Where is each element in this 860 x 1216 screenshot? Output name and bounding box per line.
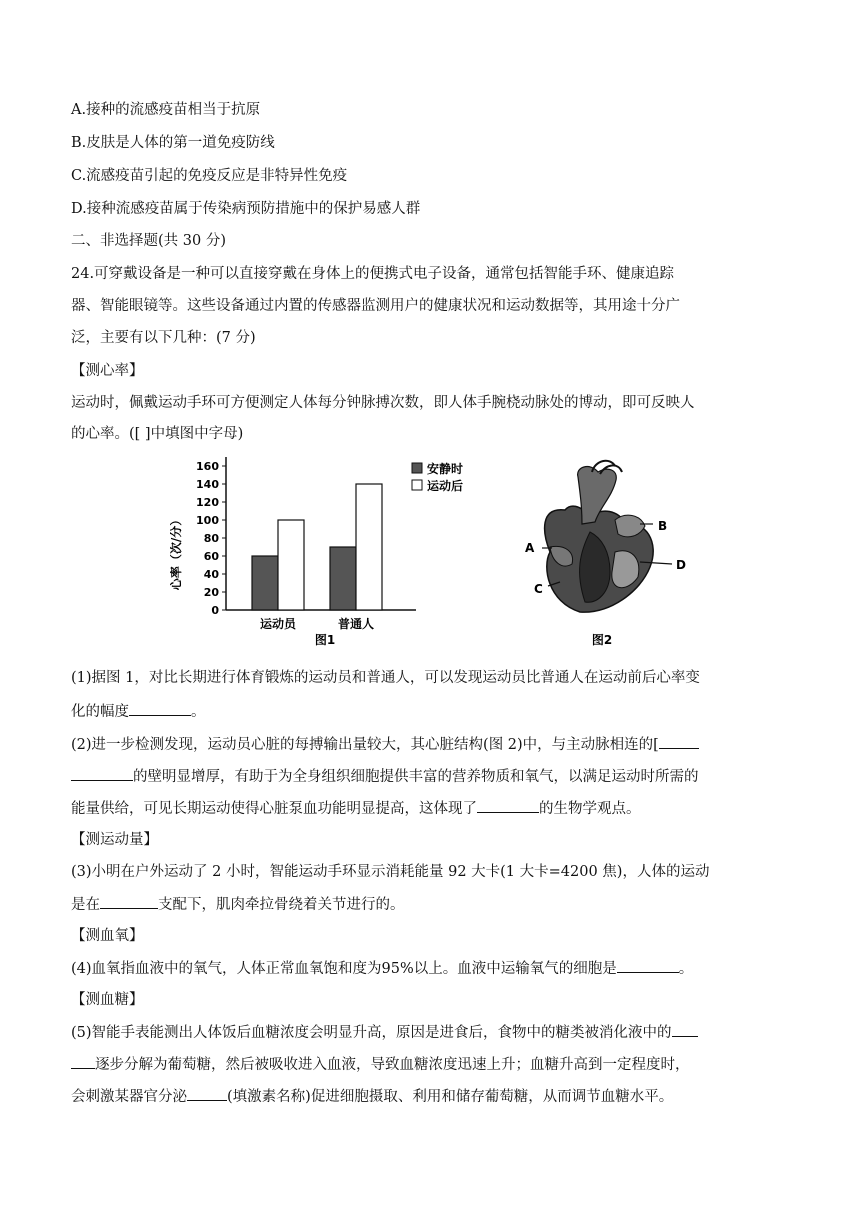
heading-exercise: 【测运动量】 bbox=[71, 832, 158, 848]
q5-text-b: 逐步分解为葡萄糖，然后被吸收进入血液，导致血糖浓度迅速上升；血糖升高到一定程度时， bbox=[95, 1057, 690, 1073]
x-category-label: 运动员 bbox=[259, 617, 297, 631]
option-d: D.接种流感疫苗属于传染病预防措施中的保护易感人群 bbox=[71, 201, 421, 217]
heading-heart-rate: 【测心率】 bbox=[71, 363, 144, 379]
legend bbox=[412, 461, 463, 493]
option-b: B.皮肤是人体的第一道免疫防线 bbox=[71, 135, 275, 151]
q4-text-pre: (4)血氧指血液中的氧气，人体正常血氧饱和度为95%以上。血液中运输氧气的细胞是 bbox=[71, 961, 617, 977]
answer-blank-4[interactable] bbox=[617, 958, 679, 973]
legend-label-rest: 安静时 bbox=[427, 462, 464, 476]
answer-blank-1[interactable] bbox=[129, 701, 191, 716]
heart-label-c: C bbox=[534, 582, 543, 596]
heart-text-line-2: 的心率。([ ]中填图中字母) bbox=[71, 426, 244, 442]
figure1-caption: 图1 bbox=[314, 633, 336, 647]
question-2-line-2 bbox=[71, 766, 699, 787]
q5-text-a: (5)智能手表能测出人体饭后血糖浓度会明显升高，原因是进食后，食物中的糖类被消化液中的 bbox=[71, 1025, 672, 1041]
option-a: A.接种的流感疫苗相当于抗原 bbox=[71, 102, 261, 118]
y-tick-label: 60 bbox=[203, 550, 219, 563]
question-5-line-2 bbox=[71, 1054, 690, 1075]
q5-text-c-post: (填激素名称)促进细胞摄取、利用和储存葡萄糖，从而调节血糖水平。 bbox=[227, 1089, 674, 1105]
q2-text-c-post: 的生物学观点。 bbox=[539, 801, 641, 817]
bar-exercise-0 bbox=[278, 520, 304, 610]
answer-blank-3[interactable] bbox=[100, 894, 158, 909]
legend-swatch-exercise bbox=[412, 480, 422, 490]
answer-blank-5b[interactable] bbox=[187, 1086, 227, 1101]
answer-blank-2b[interactable] bbox=[477, 798, 539, 813]
q2-text-c-pre: 能量供给，可见长期运动使得心脏泵血功能明显提高，这体现了 bbox=[71, 801, 477, 817]
answer-blank-5a-cont[interactable] bbox=[71, 1054, 95, 1069]
question-5-line-1 bbox=[71, 1022, 698, 1043]
y-tick-label: 20 bbox=[203, 586, 219, 599]
y-tick-label: 120 bbox=[196, 496, 219, 509]
x-category-label: 普通人 bbox=[337, 617, 375, 631]
q4-text-post: 。 bbox=[678, 961, 694, 977]
heart-label-d: D bbox=[676, 558, 686, 572]
heart-label-a: A bbox=[525, 541, 535, 555]
bar-chart bbox=[170, 457, 463, 647]
option-c: C.流感疫苗引起的免疫反应是非特异性免疫 bbox=[71, 168, 348, 184]
q24-intro-line-1: 24.可穿戴设备是一种可以直接穿戴在身体上的便携式电子设备，通常包括智能手环、健康追踪 bbox=[71, 266, 675, 282]
question-3-line-1: (3)小明在户外运动了 2 小时，智能运动手环显示消耗能量 92 大卡(1 大卡=4200 焦)，人体的运动 bbox=[71, 864, 710, 880]
y-tick-label: 100 bbox=[196, 514, 219, 527]
q2-text-mid: 的壁明显增厚，有助于为全身组织细胞提供丰富的营养物质和氧气，以满足运动时所需的 bbox=[133, 769, 699, 785]
bar-rest-1 bbox=[330, 547, 356, 610]
q24-intro-line-3: 泛，主要有以下几种：(7 分) bbox=[71, 330, 256, 346]
question-1-line-1: (1)据图 1，对比长期进行体育锻炼的运动员和普通人，可以发现运动员比普通人在运动前后心率变 bbox=[71, 670, 700, 686]
question-2-line-1 bbox=[71, 734, 699, 755]
y-tick-label: 140 bbox=[196, 478, 219, 491]
q1-text-post: 。 bbox=[191, 704, 206, 720]
answer-blank-2a-cont[interactable] bbox=[71, 766, 133, 781]
heart-illustration bbox=[525, 461, 686, 647]
y-tick-label: 160 bbox=[196, 460, 219, 473]
figure-svg bbox=[170, 452, 730, 648]
q1-text-pre: 化的幅度 bbox=[71, 704, 129, 720]
q24-intro-line-2: 器、智能眼镜等。这些设备通过内置的传感器监测用户的健康状况和运动数据等，其用途十分广 bbox=[71, 298, 680, 314]
heart-text-line-1: 运动时，佩戴运动手环可方便测定人体每分钟脉搏次数，即人体手腕桡动脉处的博动，即可反映人 bbox=[71, 395, 695, 411]
q5-text-c-pre: 会刺激某器官分泌 bbox=[71, 1089, 187, 1105]
y-tick-label: 0 bbox=[211, 604, 219, 617]
figures bbox=[170, 452, 730, 652]
question-4 bbox=[71, 958, 693, 979]
q3-text-post: 支配下，肌肉牵拉骨绕着关节进行的。 bbox=[158, 897, 405, 913]
question-3-line-2 bbox=[71, 894, 405, 915]
y-axis-label: 心率（次/分） bbox=[170, 513, 183, 591]
heart-label-b: B bbox=[658, 519, 668, 533]
heading-blood-sugar: 【测血糖】 bbox=[71, 992, 144, 1008]
legend-swatch-rest bbox=[412, 463, 422, 473]
bar-exercise-1 bbox=[356, 484, 382, 610]
question-2-line-3 bbox=[71, 798, 641, 819]
answer-blank-2a[interactable] bbox=[659, 734, 699, 749]
q3-text-pre: 是在 bbox=[71, 897, 100, 913]
question-5-line-3 bbox=[71, 1086, 673, 1107]
q2-text-pre: (2)进一步检测发现，运动员心脏的每搏输出量较大，其心脏结构(图 2)中，与主动脉相连的[ bbox=[71, 737, 659, 753]
heading-oxygen: 【测血氧】 bbox=[71, 928, 144, 944]
bar-rest-0 bbox=[252, 556, 278, 610]
y-tick-label: 40 bbox=[203, 568, 219, 581]
figure2-caption: 图2 bbox=[591, 633, 613, 647]
section-title: 二、非选择题(共 30 分) bbox=[71, 233, 226, 249]
answer-blank-5a[interactable] bbox=[672, 1022, 698, 1037]
question-1-line-2 bbox=[71, 701, 206, 722]
y-tick-label: 80 bbox=[203, 532, 219, 545]
legend-label-exercise: 运动后 bbox=[427, 479, 464, 493]
